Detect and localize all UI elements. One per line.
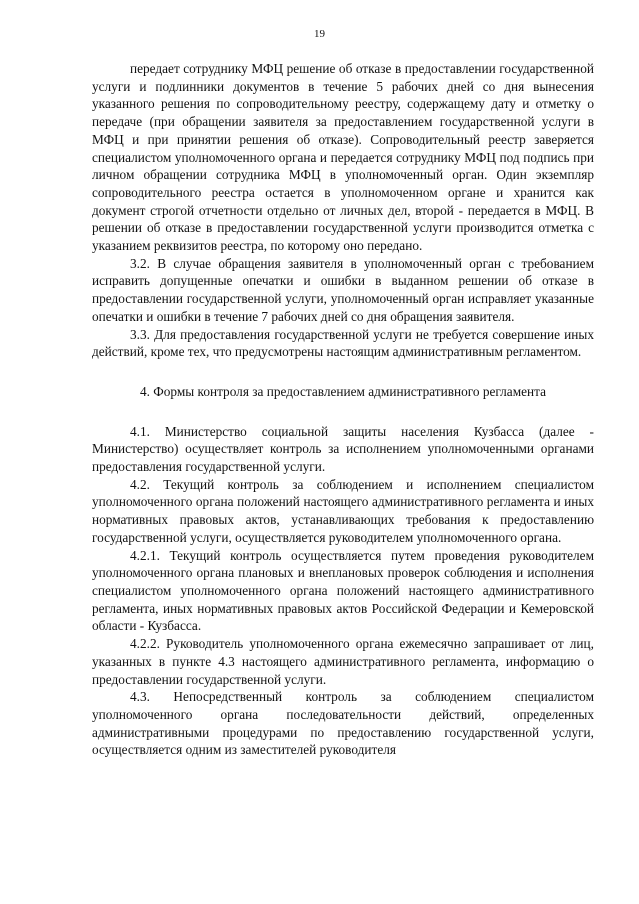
page-number: 19 bbox=[314, 28, 325, 40]
paragraph-3-2: 3.2. В случае обращения заявителя в уполномоченный орган с требованием исправить допущенные опечатки и ошибки в выданном решении об отказе в предоставлении государственной услуги, уполномоченный орган исправляет указанные опечатки и ошибки в течение 7 рабочих дней со дня обращения заявителя. bbox=[92, 255, 594, 324]
paragraph-3-3: 3.3. Для предоставления государственной услуги не требуется совершение иных действий, кроме тех, что предусмотрены настоящим административным регламентом. bbox=[92, 326, 594, 360]
paragraph-4-1: 4.1. Министерство социальной защиты населения Кузбасса (далее - Министерство) осуществляет контроль за исполнением уполномоченными органами предоставления государственной услуги. bbox=[92, 423, 594, 475]
paragraph-mfc-refusal-transfer: передает сотруднику МФЦ решение об отказе в предоставлении государственной услуги и подлинники документов в течение 5 рабочих дней со дня вынесения указанного решения по сопроводительному реестру, содержащему дату и отметку о передаче (при обращении заявителя за предоставлением государственной услуги в МФЦ и при принятии решения об отказе). Сопроводительный реестр заверяется специалистом уполномоченного органа и передается сотруднику МФЦ под подпись при личном обращении сотрудника МФЦ в уполномоченный орган. Один экземпляр сопроводительного реестра остается в уполномоченном органе и хранится как документ строгой отчетности отдельно от личных дел, второй - передается в МФЦ. В решении об отказе в предоставлении государственной услуги производится отметка с указанием реквизитов реестра, по которому оно передано. bbox=[92, 61, 594, 254]
paragraph-4-2-1: 4.2.1. Текущий контроль осуществляется путем проведения руководителем уполномоченного органа плановых и внеплановых проверок соблюдения и исполнения специалистом уполномоченного органа положений настоящего административного регламента, иных нормативных правовых актов Российской Федерации и Кемеровской области - Кузбасса. bbox=[92, 547, 594, 634]
document-body bbox=[92, 60, 594, 759]
paragraph-4-2: 4.2. Текущий контроль за соблюдением и исполнением специалистом уполномоченного органа положений настоящего административного регламента и иных нормативных правовых актов, устанавливающих требования к предоставлению государственной услуги, осуществляется руководителем уполномоченного органа. bbox=[92, 476, 594, 545]
paragraph-4-2-2: 4.2.2. Руководитель уполномоченного органа ежемесячно запрашивает от лиц, указанных в пункте 4.3 настоящего административного регламента, информацию о предоставлении государственной услуги. bbox=[92, 636, 594, 687]
section-heading: 4. Формы контроля за предоставлением административного регламента bbox=[139, 383, 547, 399]
paragraph-4-3: 4.3. Непосредственный контроль за соблюдением специалистом уполномоченного органа последовательности действий, определенных административными процедурами по предоставлению государственной услуги, осуществляется одним из заместителей руководителя bbox=[92, 689, 594, 758]
